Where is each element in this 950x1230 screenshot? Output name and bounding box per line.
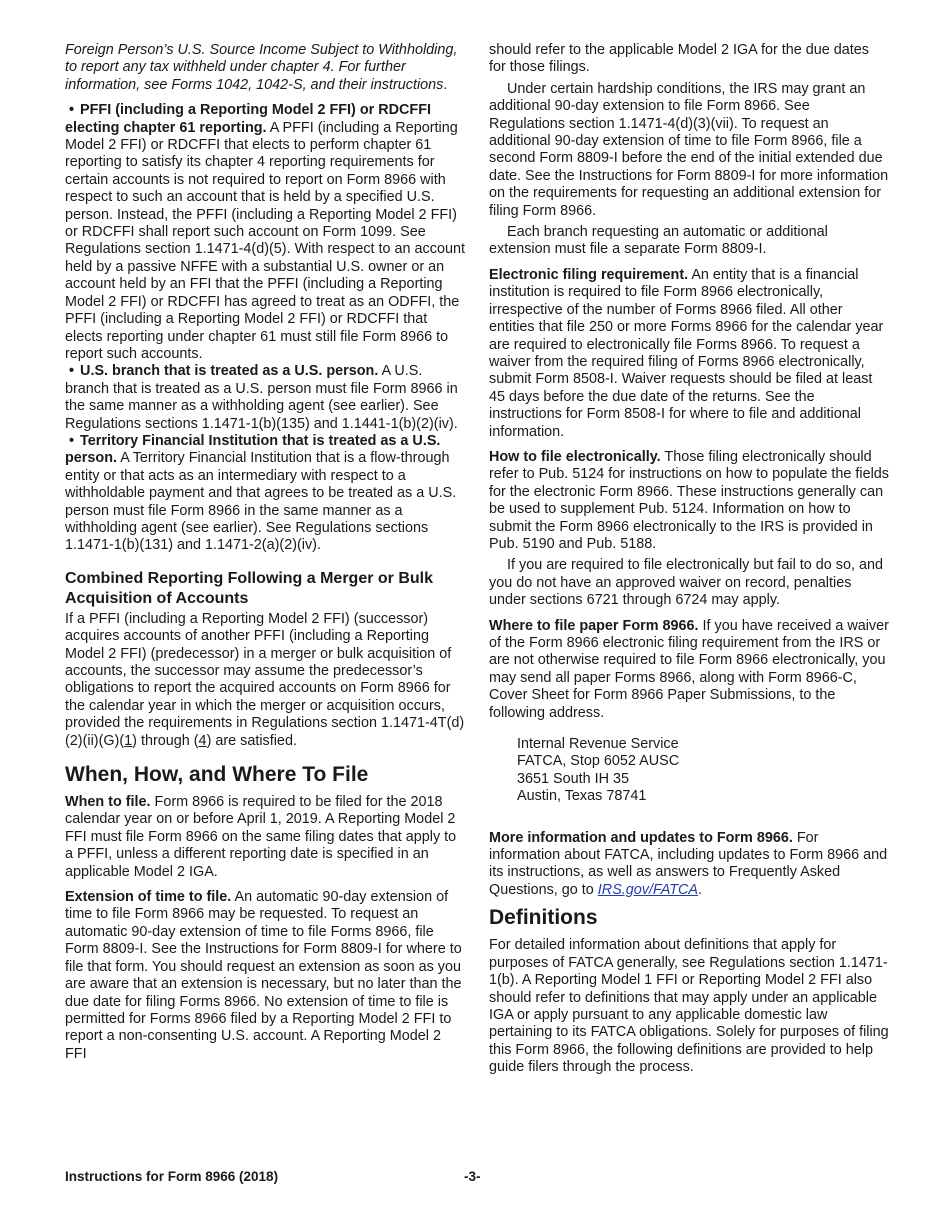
combined-reporting-body (65, 611, 465, 750)
intro-paragraph (65, 42, 465, 94)
address-line-1: Internal Revenue Service (517, 736, 679, 753)
bullet-pffi (65, 102, 465, 363)
how-to-file (489, 449, 889, 553)
electronic-filing-heading: Electronic filing requirement. (489, 266, 689, 283)
combined-mid: ) through ( (132, 732, 199, 749)
footer-title: Instructions for Form 8966 (2018) (65, 1169, 279, 1184)
address-line-4: Austin, Texas 78741 (517, 788, 647, 805)
bullet-pffi-body: A PFFI (including a Reporting Model 2 FFI) or RDCFFI that elects to perform chapter 61 reporting to satisfy its chapter 4 reporting requirements for certain accounts is not required to report on Form 8966 with respect to such an account that is held by a specified U.S. person. Instead, the PFFI (including a Reporting Model 2 FFI) or RDCFFI shall report such account on Form 1099. See Regulations section 1.1471-4(d)(5). With respect to an account held by a passive NFFE with a substantial U.S. owner or an account held by an FFI that the PFFI (including a Reporting Model 2 FFI) or RDCFFI has agreed to treat as an ODFFI, the PFFI (including a Reporting Model 2 FFI) or RDCFFI that elects reporting under chapter 61 must still file Form 8966 to report such accounts. (65, 119, 465, 362)
when-how-where-heading: When, How, and Where To File (65, 763, 369, 787)
bullet-us-branch-heading: • U.S. branch that is treated as a U.S. person. (65, 363, 378, 379)
electronic-filing-body: An entity that is a financial institution is required to file Form 8966 electronically, irrespective of the number of Forms 8966 filed. All other entities that file 250 or more Forms 8966 for the calendar year are required to electronically file Forms 8966. To request a waiver from the required filing of Forms 8966 electronically, submit Form 8508-I. Waiver requests should be filed at least 45 days before the due date of the returns. See the instructions for Form 8508-I for where to file and additional information. (489, 266, 884, 440)
paper-filing-heading: Where to file paper Form 8966. (489, 617, 699, 634)
extension-body: An automatic 90-day extension of time to file Form 8966 may be requested. To request an automatic 90-day extension of time to file Forms 8966, file Form 8809-I. See the Instructions for Form 8809-I for where to file that form. You should request an extension as soon as you are aware that an extension is necessary, but no later than the due date for filing Forms 8966. No extension of time to file is permitted for Forms 8966 filed by a Reporting Model 2 FFI to report a non-consenting U.S. account. A Reporting Model 2 FFI (65, 889, 462, 1062)
intro-italic: Foreign Person’s U.S. Source Income Subject to Withholding, to report any tax withheld under chapter 4. For further information, see Forms 1042, 1042-S, and their instructions (65, 42, 458, 93)
electronic-filing (489, 267, 889, 441)
continued-paragraph: should refer to the applicable Model 2 IGA for the due dates for those filings. (489, 42, 869, 76)
address-line-2: FATCA, Stop 6052 AUSC (517, 753, 680, 770)
fatca-link[interactable]: IRS.gov/FATCA (597, 881, 699, 898)
bullet-us-branch (65, 363, 465, 433)
more-information (489, 830, 889, 900)
bullet-territory-body: A Territory Financial Institution that is a flow-through entity or that acts as an intermediary with respect to a withholdable payment and that agrees to be treated as a U.S. person must file Form 8966 in the same manner as a withholding agent (see earlier). See Regulations sections 1.1471-1(b)(131) and 1.1471-2(a)(2)(iv). (65, 450, 457, 554)
branch-paragraph: Each branch requesting an automatic or additional extension must file a separate Form 8809-I. (489, 224, 828, 258)
left-column (65, 42, 465, 1063)
bullet-territory (65, 433, 465, 555)
right-column (489, 42, 889, 1077)
hardship-paragraph: Under certain hardship conditions, the IRS may grant an additional 90-day extension to file Form 8966. See Regulations section 1.1471-4(d)(3)(vii). To request an additional 90-day extension of time to file Form 8966, file a second Form 8809-I before the end of the initial extended due date. See the Instructions for Form 8809-I for more information on the requirements for requesting an additional extension for filing Form 8966. (489, 80, 889, 219)
more-information-heading: More information and updates to Form 8966. (489, 829, 793, 846)
intro-end: . (443, 76, 448, 93)
penalty-paragraph: If you are required to file electronically but fail to do so, and you do not have an approved waiver on record, penalties under sections 6721 through 6724 may apply. (489, 557, 883, 609)
definitions-body: For detailed information about definitions that apply for purposes of FATCA generally, see Regulations section 1.1471-1(b). A Reporting Model 1 FFI or Reporting Model 2 FFI also should refer to definitions that may apply under an applicable IGA or apply pursuant to any applicable domestic law pertaining to its FATCA obligations. Solely for purposes of filing this Form 8966, the following definitions are provided to help guide filers through the process. (489, 937, 889, 1076)
when-to-file-body: Form 8966 is required to be filed for the 2018 calendar year on or before April 1, 2019. A Reporting Model 2 FFI must file Form 8966 on the same filing dates that apply to a PFFI, unless a different reporting date is specified in an applicable Model 2 IGA. (65, 794, 457, 880)
definitions-heading: Definitions (489, 906, 598, 930)
combined-ref-4: 4 (198, 732, 207, 749)
paper-filing-body: If you have received a waiver of the Form 8966 electronic filing requirement from the IRS or are not otherwise required to file Form 8966 electronically, you may send all paper Forms 8966, along with Form 8966-C, Cover Sheet for Form 8966 Paper Submissions, to the following address. (489, 617, 889, 721)
combined-reporting-heading: Combined Reporting Following a Merger or Bulk Acquisition of Accounts (65, 569, 434, 607)
combined-ref-1: 1 (124, 732, 133, 749)
mailing-address (517, 736, 889, 806)
combined-end: ) are satisfied. (206, 732, 297, 749)
address-line-3: 3651 South IH 35 (517, 770, 630, 787)
how-to-file-heading: How to file electronically. (489, 448, 661, 465)
more-end: . (698, 881, 703, 898)
combined-body-text: If a PFFI (including a Reporting Model 2 FFI) (successor) acquires accounts of another PFFI (including a Reporting Model 2 FFI) (predecessor) in a merger or bulk acquisition of accounts, the successor may assume the predecessor’s obligations to report the acquired accounts on Form 8966 for the calendar year in which the merger or acquisition occurs, provided the requirements in Regulations section 1.1471-4T(d)(2)(ii)(G)( (65, 610, 465, 749)
how-to-file-body: Those filing electronically should refer to Pub. 5124 for instructions on how to populate the fields for the electronic Form 8966. These instructions generally can be used to supplement Pub. 5124. Information on how to submit the Form 8966 electronically to the IRS is provided in Pub. 5190 and Pub. 5188. (489, 448, 889, 552)
paper-filing (489, 618, 889, 722)
when-to-file (65, 794, 465, 881)
bullet-territory-heading: • Territory Financial Institution that is treated as a U.S. person. (65, 433, 440, 466)
page-number: -3- (464, 1169, 481, 1184)
when-to-file-heading: When to file. (65, 794, 151, 811)
bullet-us-branch-body: A U.S. branch that is treated as a U.S. person must file Form 8966 in the same manner as a withholding agent (see earlier). See Regulations sections 1.1471-1(b)(135) and 1.1441-1(b)(2)(iv). (65, 363, 458, 432)
bullet-pffi-heading: • PFFI (including a Reporting Model 2 FFI) or RDCFFI electing chapter 61 reporting. (65, 102, 431, 135)
extension-of-time (65, 889, 465, 1063)
extension-heading: Extension of time to file. (65, 889, 232, 906)
more-information-body: For information about FATCA, including updates to Form 8966 and its instructions, as well as answers to Frequently Asked Questions, go to (489, 829, 888, 898)
